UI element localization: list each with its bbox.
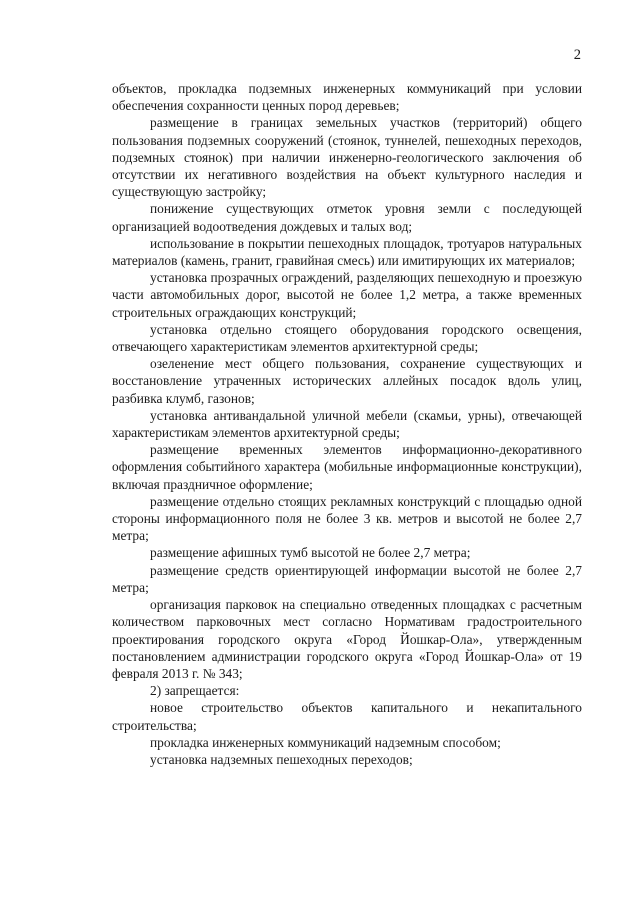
paragraph: 2) запрещается: — [150, 683, 240, 699]
paragraph: объектов, прокладка подземных инженерных коммуникаций при условии обеспечения сохранности ценных пород деревьев; — [112, 81, 582, 114]
paragraph: прокладка инженерных коммуникаций надземным способом; — [150, 734, 501, 750]
paragraph: установка прозрачных ограждений, разделяющих пешеходную и проезжую части автомобильных дорог, высотой не более 1,2 метра, а также временных строительных ограждающих конструкций; — [112, 270, 582, 320]
paragraph: установка отдельно стоящего оборудования городского освещения, отвечающего характеристикам элементов архитектурной среды; — [112, 321, 582, 355]
paragraph: озеленение мест общего пользования, сохранение существующих и восстановление утраченных исторических аллейных посадок вдоль улиц, разбивка клумб, газонов; — [112, 356, 582, 406]
paragraph: установка антивандальной уличной мебели (скамьи, урны), отвечающей характеристикам элементов архитектурной среды; — [112, 407, 582, 441]
document-body — [112, 80, 582, 768]
paragraph: установка надземных пешеходных переходов; — [150, 751, 413, 767]
page-number: 2 — [573, 47, 581, 63]
paragraph: размещение афишных тумб высотой не более 2,7 метра; — [150, 545, 471, 561]
paragraph: организация парковок на специально отведенных площадках с расчетным количеством парковочных мест согласно Нормативам градостроительного проектирования городского округа «Город Йошкар-Ола», утвержденным постановлением администрации городского округа «Город Йошкар-Ола» от 19 февраля 2013 г. № 343; — [112, 597, 582, 681]
paragraph: размещение в границах земельных участков (территорий) общего пользования подземных сооружений (стоянок, туннелей, пешеходных переходов, подземных стоянок) при наличии инженерно-геологического заключения об отсутствии их негативного воздействия на объект культурного наследия и существующую застройку; — [112, 115, 582, 200]
paragraph: размещение временных элементов информационно-декоративного оформления событийного характера (мобильные информационные конструкции), включая праздничное оформление; — [112, 442, 582, 492]
paragraph: размещение отдельно стоящих рекламных конструкций с площадью одной стороны информационного поля не более 3 кв. метров и высотой не более 2,7 метра; — [112, 493, 582, 544]
paragraph: размещение средств ориентирующей информации высотой не более 2,7 метра; — [112, 562, 582, 595]
paragraph: использование в покрытии пешеходных площадок, тротуаров натуральных материалов (камень, гранит, гравийная смесь) или имитирующих их материалов; — [112, 235, 582, 269]
paragraph: новое строительство объектов капитального и некапитального строительства; — [112, 700, 582, 733]
paragraph: понижение существующих отметок уровня земли с последующей организацией водоотведения дождевых и талых вод; — [112, 201, 582, 234]
